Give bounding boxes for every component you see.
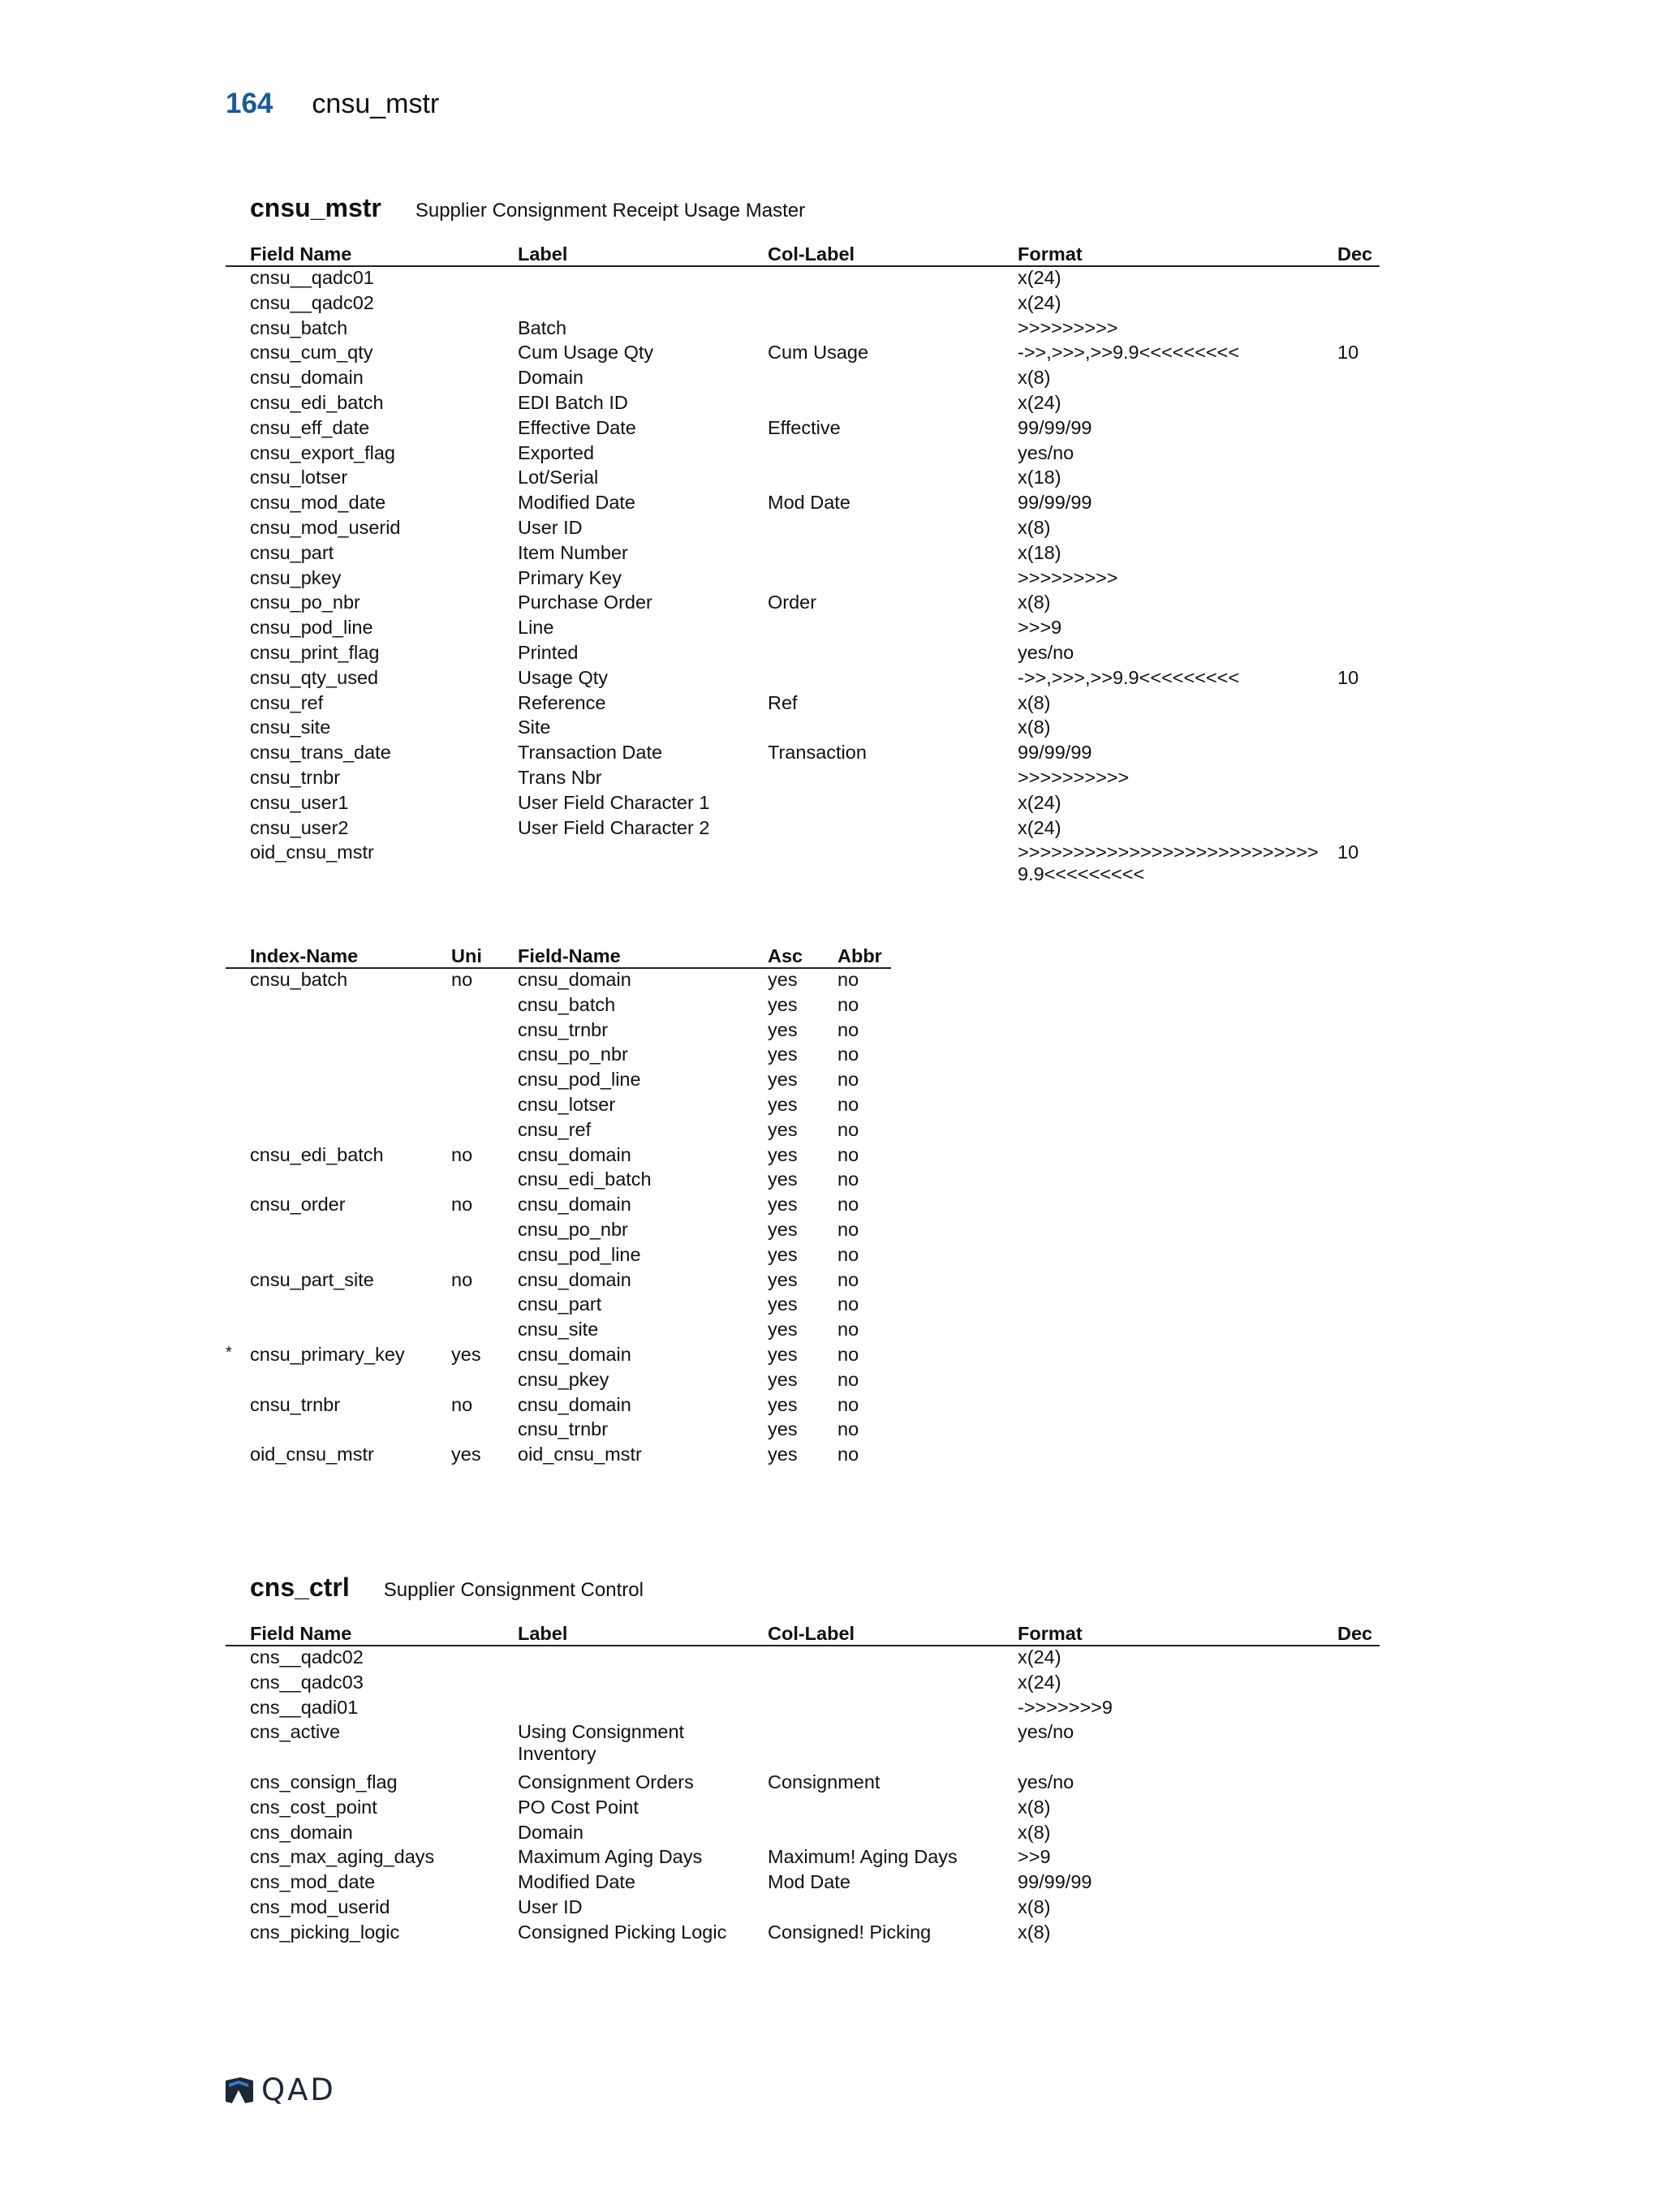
index-row bbox=[226, 1444, 891, 1469]
format-cell: x(24) bbox=[1018, 291, 1061, 313]
asc-cell: yes bbox=[768, 1044, 798, 1065]
field-name-cell: cns_picking_logic bbox=[250, 1921, 400, 1943]
asc-cell: yes bbox=[768, 993, 798, 1015]
format-cell: >>9 bbox=[1018, 1846, 1051, 1868]
field-name-cell: cnsu_user1 bbox=[250, 791, 349, 813]
format-cell: x(24) bbox=[1018, 791, 1061, 813]
table-name: cnsu_mstr bbox=[250, 193, 381, 222]
index-row bbox=[226, 1219, 891, 1244]
asc-cell: yes bbox=[768, 1118, 798, 1140]
label-cell: Cum Usage Qty bbox=[518, 342, 654, 364]
index-field-cell: cnsu_lotser bbox=[518, 1093, 616, 1115]
format-cell: x(8) bbox=[1018, 717, 1051, 738]
field-name-cell: cns__qadc02 bbox=[250, 1646, 364, 1668]
format-cell: x(8) bbox=[1018, 592, 1051, 613]
format-cell: ->>>>>>>9 bbox=[1018, 1696, 1113, 1718]
index-field-cell: cnsu_batch bbox=[518, 993, 616, 1015]
table-name: cns_ctrl bbox=[250, 1573, 350, 1602]
table-title-cns-ctrl bbox=[250, 1573, 644, 1603]
field-name-cell: cnsu_batch bbox=[250, 316, 348, 338]
field-name-cell: cnsu_pod_line bbox=[250, 617, 373, 639]
field-name-cell: oid_cnsu_mstr bbox=[250, 841, 374, 863]
header-uni: Uni bbox=[451, 945, 482, 966]
table-row bbox=[226, 1822, 1380, 1847]
field-name-cell: cns_consign_flag bbox=[250, 1771, 398, 1792]
index-name-cell: oid_cnsu_mstr bbox=[250, 1444, 374, 1465]
asc-cell: yes bbox=[768, 1143, 798, 1165]
asc-cell: yes bbox=[768, 969, 798, 990]
abbr-cell: no bbox=[837, 1143, 859, 1165]
table-row bbox=[226, 292, 1380, 317]
table-row bbox=[226, 642, 1380, 667]
col-label-cell: Transaction bbox=[768, 742, 867, 764]
dec-cell: 10 bbox=[1337, 342, 1359, 364]
index-row bbox=[226, 969, 891, 994]
asc-cell: yes bbox=[768, 1093, 798, 1115]
table-row bbox=[226, 467, 1380, 492]
abbr-cell: no bbox=[837, 1319, 859, 1341]
table-row bbox=[226, 742, 1380, 767]
qad-logo-icon bbox=[224, 2076, 255, 2105]
index-row bbox=[226, 994, 891, 1019]
index-name-cell: cnsu_order bbox=[250, 1194, 346, 1216]
index-name-cell: cnsu_part_site bbox=[250, 1268, 374, 1290]
table-row bbox=[226, 1846, 1380, 1871]
footer-logo bbox=[224, 2072, 336, 2107]
format-cell: 99/99/99 bbox=[1018, 742, 1092, 764]
table-row bbox=[226, 592, 1380, 617]
field-name-cell: cnsu_lotser bbox=[250, 467, 348, 488]
field-name-cell: cnsu_trans_date bbox=[250, 742, 391, 764]
header-label: Label bbox=[518, 1623, 568, 1644]
header-asc: Asc bbox=[768, 945, 803, 966]
index-field-cell: cnsu_trnbr bbox=[518, 1018, 609, 1040]
index-row bbox=[226, 1293, 891, 1319]
asc-cell: yes bbox=[768, 1268, 798, 1290]
field-name-cell: cnsu_site bbox=[250, 717, 331, 738]
unique-cell: yes bbox=[451, 1343, 481, 1365]
field-name-cell: cns_cost_point bbox=[250, 1796, 377, 1818]
col-label-cell: Mod Date bbox=[768, 492, 850, 514]
asc-cell: yes bbox=[768, 1293, 798, 1315]
index-name-cell: cnsu_trnbr bbox=[250, 1393, 341, 1415]
asc-cell: yes bbox=[768, 1069, 798, 1091]
page-number: 164 bbox=[226, 88, 273, 119]
format-cell: x(8) bbox=[1018, 1921, 1051, 1943]
table-row bbox=[226, 1672, 1380, 1697]
label-cell: Lot/Serial bbox=[518, 467, 599, 488]
field-name-cell: cnsu_pkey bbox=[250, 566, 342, 588]
format-cell: x(8) bbox=[1018, 516, 1051, 538]
abbr-cell: no bbox=[837, 1393, 859, 1415]
table-row bbox=[226, 567, 1380, 592]
asc-cell: yes bbox=[768, 1243, 798, 1265]
header-dec: Dec bbox=[1337, 243, 1373, 265]
label-cell: Reference bbox=[518, 691, 606, 713]
index-row bbox=[226, 1044, 891, 1069]
page-header bbox=[226, 88, 439, 128]
format-cell: x(8) bbox=[1018, 1796, 1051, 1818]
table-row bbox=[226, 492, 1380, 517]
format-cell: ->>,>>>,>>9.9<<<<<<<<< bbox=[1018, 342, 1240, 364]
index-table bbox=[226, 942, 891, 1469]
abbr-cell: no bbox=[837, 1018, 859, 1040]
table-row bbox=[226, 1797, 1380, 1822]
dec-cell: 10 bbox=[1337, 841, 1359, 863]
abbr-cell: no bbox=[837, 1268, 859, 1290]
col-label-cell: Mod Date bbox=[768, 1871, 850, 1893]
table-description: Supplier Consignment Receipt Usage Master bbox=[415, 200, 806, 222]
unique-cell: no bbox=[451, 1393, 473, 1415]
asc-cell: yes bbox=[768, 1368, 798, 1390]
asc-cell: yes bbox=[768, 1418, 798, 1440]
index-row bbox=[226, 1319, 891, 1344]
field-name-cell: cnsu__qadc01 bbox=[250, 267, 374, 288]
index-row bbox=[226, 1244, 891, 1269]
col-label-cell: Order bbox=[768, 592, 817, 613]
index-field-cell: cnsu_pod_line bbox=[518, 1243, 641, 1265]
label-cell: EDI Batch ID bbox=[518, 391, 628, 413]
format-cell: x(24) bbox=[1018, 1646, 1061, 1668]
abbr-cell: no bbox=[837, 1293, 859, 1315]
index-row bbox=[226, 1369, 891, 1394]
label-cell: Modified Date bbox=[518, 1871, 635, 1893]
index-field-cell: cnsu_edi_batch bbox=[518, 1168, 652, 1190]
format-cell: x(18) bbox=[1018, 541, 1061, 563]
index-row bbox=[226, 1194, 891, 1219]
abbr-cell: no bbox=[837, 1218, 859, 1240]
field-name-cell: cnsu_user2 bbox=[250, 816, 349, 838]
field-name-cell: cnsu_edi_batch bbox=[250, 391, 384, 413]
header-field-name: Field Name bbox=[250, 243, 352, 265]
index-row bbox=[226, 1394, 891, 1419]
index-field-cell: cnsu_domain bbox=[518, 1268, 631, 1290]
table-row bbox=[226, 1896, 1380, 1922]
col-label-cell: Ref bbox=[768, 691, 798, 713]
abbr-cell: no bbox=[837, 1194, 859, 1216]
dec-cell: 10 bbox=[1337, 666, 1359, 688]
label-cell: Site bbox=[518, 717, 551, 738]
table-row bbox=[226, 517, 1380, 542]
field-table-header bbox=[226, 240, 1380, 267]
field-table bbox=[226, 1620, 1380, 1947]
table-row bbox=[226, 417, 1380, 442]
format-cell: >>>>>>>>>> bbox=[1018, 766, 1130, 788]
format-cell: x(24) bbox=[1018, 1671, 1061, 1693]
table-row bbox=[226, 367, 1380, 392]
index-row bbox=[226, 1344, 891, 1369]
asc-cell: yes bbox=[768, 1444, 798, 1465]
label-cell: Domain bbox=[518, 1821, 583, 1843]
header-field-name: Field Name bbox=[250, 1623, 352, 1644]
index-field-cell: cnsu_site bbox=[518, 1319, 599, 1341]
table-row bbox=[226, 1771, 1380, 1797]
field-name-cell: cnsu_part bbox=[250, 541, 334, 563]
header-label: Label bbox=[518, 243, 568, 265]
index-field-cell: cnsu_domain bbox=[518, 1393, 631, 1415]
label-cell: Batch bbox=[518, 316, 567, 338]
table-row bbox=[226, 841, 1380, 892]
index-field-cell: cnsu_ref bbox=[518, 1118, 592, 1140]
format-cell: x(8) bbox=[1018, 691, 1051, 713]
asc-cell: yes bbox=[768, 1319, 798, 1341]
table-row bbox=[226, 1871, 1380, 1896]
format-cell: x(18) bbox=[1018, 467, 1061, 488]
label-cell: Primary Key bbox=[518, 566, 622, 588]
label-cell: Usage Qty bbox=[518, 666, 609, 688]
table-description: Supplier Consignment Control bbox=[383, 1579, 644, 1601]
field-name-cell: cnsu_mod_userid bbox=[250, 516, 401, 538]
format-cell: 99/99/99 bbox=[1018, 492, 1092, 514]
index-table-header bbox=[226, 942, 891, 969]
format-cell: x(24) bbox=[1018, 267, 1061, 288]
field-name-cell: cns__qadi01 bbox=[250, 1696, 359, 1718]
field-name-cell: cnsu_ref bbox=[250, 691, 324, 713]
format-cell: yes/no bbox=[1018, 1721, 1074, 1743]
index-field-cell: cnsu_po_nbr bbox=[518, 1218, 628, 1240]
label-cell: Consigned Picking Logic bbox=[518, 1921, 727, 1943]
asc-cell: yes bbox=[768, 1343, 798, 1365]
header-index-name: Index-Name bbox=[250, 945, 359, 966]
table-row bbox=[226, 817, 1380, 842]
abbr-cell: no bbox=[837, 969, 859, 990]
table-row bbox=[226, 1646, 1380, 1672]
field-name-cell: cnsu_mod_date bbox=[250, 492, 386, 514]
label-cell: Consignment Orders bbox=[518, 1771, 694, 1792]
field-name-cell: cnsu_domain bbox=[250, 367, 364, 389]
table-row bbox=[226, 617, 1380, 642]
field-name-cell: cnsu_print_flag bbox=[250, 641, 380, 663]
index-name-cell: cnsu_batch bbox=[250, 969, 348, 990]
index-field-cell: cnsu_trnbr bbox=[518, 1418, 609, 1440]
unique-cell: no bbox=[451, 1268, 473, 1290]
table-row bbox=[226, 1721, 1380, 1771]
abbr-cell: no bbox=[837, 1444, 859, 1465]
abbr-cell: no bbox=[837, 993, 859, 1015]
field-name-cell: cnsu_cum_qty bbox=[250, 342, 373, 364]
index-row bbox=[226, 1019, 891, 1044]
label-cell: Domain bbox=[518, 367, 583, 389]
asc-cell: yes bbox=[768, 1393, 798, 1415]
format-cell: ->>,>>>,>>9.9<<<<<<<<< bbox=[1018, 666, 1240, 688]
index-field-cell: cnsu_domain bbox=[518, 1194, 631, 1216]
field-name-cell: cnsu_po_nbr bbox=[250, 592, 360, 613]
abbr-cell: no bbox=[837, 1418, 859, 1440]
abbr-cell: no bbox=[837, 1343, 859, 1365]
format-cell: x(8) bbox=[1018, 367, 1051, 389]
index-row bbox=[226, 1069, 891, 1094]
table-row bbox=[226, 1697, 1380, 1722]
format-cell: >>>>>>>>> bbox=[1018, 316, 1118, 338]
unique-cell: yes bbox=[451, 1444, 481, 1465]
abbr-cell: no bbox=[837, 1044, 859, 1065]
format-cell: x(24) bbox=[1018, 816, 1061, 838]
index-field-cell: cnsu_domain bbox=[518, 1343, 631, 1365]
header-format: Format bbox=[1018, 243, 1083, 265]
label-cell: Effective Date bbox=[518, 416, 636, 438]
asc-cell: yes bbox=[768, 1218, 798, 1240]
label-cell: User ID bbox=[518, 1896, 583, 1917]
index-field-cell: cnsu_domain bbox=[518, 969, 631, 990]
col-label-cell: Consignment bbox=[768, 1771, 881, 1792]
table-title-cnsu-mstr bbox=[250, 193, 805, 223]
logo-text: QAD bbox=[261, 2072, 336, 2107]
field-table bbox=[226, 240, 1380, 892]
label-cell: Using Consignment Inventory bbox=[518, 1721, 685, 1765]
table-row bbox=[226, 442, 1380, 467]
header-col-label: Col-Label bbox=[768, 1623, 855, 1644]
index-name-cell: cnsu_edi_batch bbox=[250, 1143, 384, 1165]
format-cell: >>>>>>>>>>>>>>>>>>>>>>>>>>>9.9<<<<<<<<< bbox=[1018, 841, 1319, 885]
format-cell: yes/no bbox=[1018, 1771, 1074, 1792]
field-name-cell: cnsu_eff_date bbox=[250, 416, 370, 438]
page-title: cnsu_mstr bbox=[312, 88, 440, 119]
table-row bbox=[226, 717, 1380, 742]
label-cell: Exported bbox=[518, 441, 595, 463]
index-row bbox=[226, 1168, 891, 1194]
col-label-cell: Effective bbox=[768, 416, 841, 438]
table-row bbox=[226, 317, 1380, 342]
abbr-cell: no bbox=[837, 1118, 859, 1140]
index-row bbox=[226, 1144, 891, 1169]
header-format: Format bbox=[1018, 1623, 1083, 1644]
field-name-cell: cnsu_export_flag bbox=[250, 441, 395, 463]
header-field-name: Field-Name bbox=[518, 945, 621, 966]
label-cell: Modified Date bbox=[518, 492, 635, 514]
format-cell: >>>9 bbox=[1018, 617, 1062, 639]
index-field-cell: cnsu_domain bbox=[518, 1143, 631, 1165]
format-cell: >>>>>>>>> bbox=[1018, 566, 1118, 588]
label-cell: Purchase Order bbox=[518, 592, 652, 613]
format-cell: yes/no bbox=[1018, 441, 1074, 463]
col-label-cell: Maximum! Aging Days bbox=[768, 1846, 958, 1868]
table-row bbox=[226, 692, 1380, 717]
asc-cell: yes bbox=[768, 1168, 798, 1190]
field-name-cell: cns_active bbox=[250, 1721, 341, 1743]
index-field-cell: cnsu_part bbox=[518, 1293, 602, 1315]
field-name-cell: cns_mod_date bbox=[250, 1871, 376, 1893]
abbr-cell: no bbox=[837, 1243, 859, 1265]
index-row bbox=[226, 1269, 891, 1294]
table-row bbox=[226, 392, 1380, 417]
index-row bbox=[226, 1418, 891, 1444]
table-row bbox=[226, 342, 1380, 367]
abbr-cell: no bbox=[837, 1168, 859, 1190]
label-cell: Line bbox=[518, 617, 554, 639]
table-row bbox=[226, 792, 1380, 817]
table-row bbox=[226, 767, 1380, 792]
table-row bbox=[226, 1922, 1380, 1947]
header-dec: Dec bbox=[1337, 1623, 1373, 1644]
field-name-cell: cnsu_qty_used bbox=[250, 666, 379, 688]
col-label-cell: Cum Usage bbox=[768, 342, 869, 364]
header-abbr: Abbr bbox=[837, 945, 882, 966]
label-cell: Maximum Aging Days bbox=[518, 1846, 703, 1868]
field-table-header bbox=[226, 1620, 1380, 1646]
index-field-cell: cnsu_po_nbr bbox=[518, 1044, 628, 1065]
label-cell: Transaction Date bbox=[518, 742, 663, 764]
asc-cell: yes bbox=[768, 1018, 798, 1040]
format-cell: 99/99/99 bbox=[1018, 1871, 1092, 1893]
label-cell: User Field Character 1 bbox=[518, 791, 710, 813]
unique-cell: no bbox=[451, 1194, 473, 1216]
primary-marker: * bbox=[226, 1343, 232, 1362]
table-row bbox=[226, 667, 1380, 692]
label-cell: Trans Nbr bbox=[518, 766, 602, 788]
abbr-cell: no bbox=[837, 1069, 859, 1091]
header-col-label: Col-Label bbox=[768, 243, 855, 265]
field-name-cell: cnsu_trnbr bbox=[250, 766, 341, 788]
unique-cell: no bbox=[451, 1143, 473, 1165]
format-cell: x(8) bbox=[1018, 1821, 1051, 1843]
index-row bbox=[226, 1119, 891, 1144]
asc-cell: yes bbox=[768, 1194, 798, 1216]
field-name-cell: cns_max_aging_days bbox=[250, 1846, 435, 1868]
index-row bbox=[226, 1094, 891, 1119]
field-name-cell: cns__qadc03 bbox=[250, 1671, 364, 1693]
label-cell: Item Number bbox=[518, 541, 628, 563]
abbr-cell: no bbox=[837, 1368, 859, 1390]
label-cell: User ID bbox=[518, 516, 583, 538]
field-name-cell: cns_domain bbox=[250, 1821, 353, 1843]
field-name-cell: cnsu__qadc02 bbox=[250, 291, 374, 313]
format-cell: x(24) bbox=[1018, 391, 1061, 413]
field-name-cell: cns_mod_userid bbox=[250, 1896, 390, 1917]
format-cell: 99/99/99 bbox=[1018, 416, 1092, 438]
table-row bbox=[226, 542, 1380, 567]
label-cell: Printed bbox=[518, 641, 579, 663]
label-cell: PO Cost Point bbox=[518, 1796, 639, 1818]
label-cell: User Field Character 2 bbox=[518, 816, 710, 838]
abbr-cell: no bbox=[837, 1093, 859, 1115]
table-row bbox=[226, 267, 1380, 292]
format-cell: x(8) bbox=[1018, 1896, 1051, 1917]
unique-cell: no bbox=[451, 969, 473, 990]
col-label-cell: Consigned! Picking bbox=[768, 1921, 932, 1943]
format-cell: yes/no bbox=[1018, 641, 1074, 663]
index-field-cell: cnsu_pod_line bbox=[518, 1069, 641, 1091]
index-field-cell: cnsu_pkey bbox=[518, 1368, 609, 1390]
index-field-cell: oid_cnsu_mstr bbox=[518, 1444, 642, 1465]
index-name-cell: cnsu_primary_key bbox=[250, 1343, 405, 1365]
